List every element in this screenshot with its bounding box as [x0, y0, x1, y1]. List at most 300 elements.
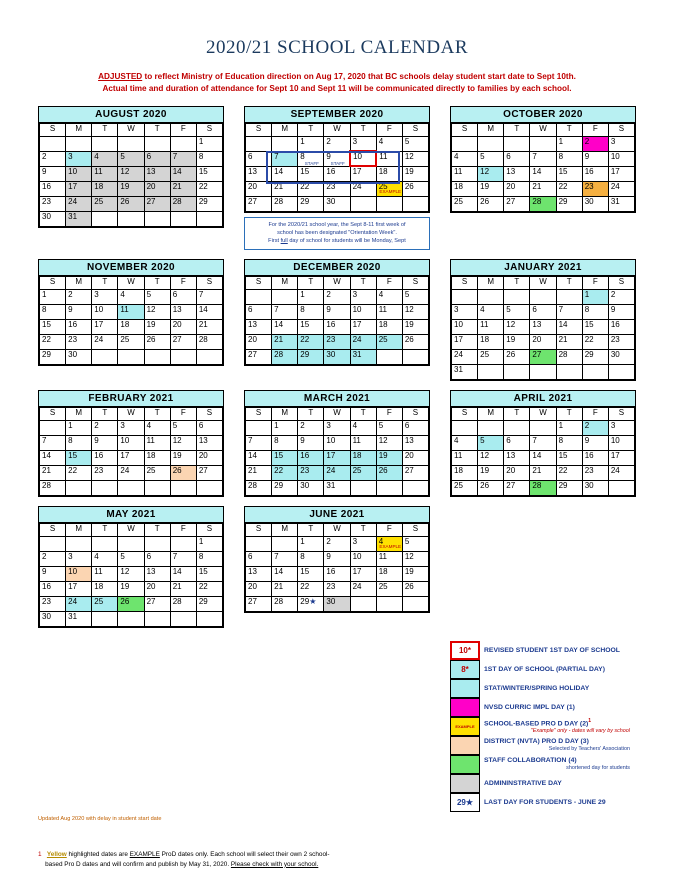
day-number: 27	[532, 349, 542, 359]
day-number: 2	[584, 420, 590, 430]
day-cell	[350, 435, 376, 450]
day-number: 20	[172, 319, 182, 329]
day-number: 7	[172, 151, 178, 161]
day-number: 28	[532, 196, 542, 206]
day-cell	[272, 334, 298, 349]
day-number: 4	[454, 435, 459, 445]
day-number: 12	[404, 551, 414, 561]
day-number: 26	[120, 196, 130, 206]
day-cell	[92, 435, 118, 450]
weekday-header: F	[582, 123, 608, 136]
day-number: 11	[454, 166, 463, 176]
day-cell-empty	[196, 211, 222, 226]
day-number: 18	[146, 450, 156, 460]
day-cell	[118, 151, 144, 166]
day-number: 31	[610, 196, 620, 206]
staff-label: STAFF	[330, 160, 345, 166]
day-cell-empty	[92, 611, 118, 626]
orientation-week-note	[244, 217, 430, 250]
day-number: 30	[326, 596, 336, 606]
day-cell	[66, 151, 92, 166]
day-cell-empty	[92, 211, 118, 226]
day-cell	[66, 349, 92, 364]
day-number: 13	[506, 450, 516, 460]
day-cell-empty	[376, 196, 402, 211]
month-title: FEBRUARY 2021	[39, 391, 223, 407]
day-number: 7	[248, 435, 253, 445]
day-number: 28	[274, 596, 284, 606]
day-cell	[402, 136, 428, 151]
month-title: AUGUST 2020	[39, 107, 223, 123]
weekday-header: T	[350, 123, 376, 136]
day-number: 9	[42, 166, 47, 176]
day-cell	[66, 596, 92, 611]
day-number: 2	[326, 136, 331, 146]
day-cell	[582, 450, 608, 465]
day-number: 8	[300, 304, 305, 314]
day-cell	[376, 136, 402, 151]
day-cell	[246, 304, 272, 319]
weekday-header: M	[478, 407, 504, 420]
day-number: 6	[248, 151, 253, 161]
day-number: 25	[454, 480, 463, 490]
day-cell	[196, 304, 222, 319]
day-cell	[170, 596, 196, 611]
day-number: 28	[198, 334, 208, 344]
day-cell	[324, 136, 350, 151]
legend-label: NVSD CURRIC IMPL DAY (1)	[484, 703, 575, 711]
day-cell	[298, 480, 324, 495]
weekday-header: T	[144, 276, 170, 289]
day-cell	[40, 211, 66, 226]
day-cell-empty	[478, 420, 504, 435]
month-table	[39, 123, 223, 227]
day-number: 4	[352, 420, 358, 430]
legend-label: SCHOOL-BASED PRO D DAY $(2)^1$	[484, 717, 592, 728]
day-cell	[608, 349, 634, 364]
weekday-header: S	[246, 407, 272, 420]
legend-text	[480, 736, 636, 755]
day-cell-empty	[144, 349, 170, 364]
day-number: 21	[532, 181, 542, 191]
day-number: 1	[198, 536, 204, 546]
day-cell-empty	[66, 136, 92, 151]
day-number: 23	[326, 181, 336, 191]
day-number: 27	[172, 334, 182, 344]
day-number: 11	[480, 319, 489, 329]
month-column	[450, 259, 636, 381]
day-cell-empty	[246, 420, 272, 435]
day-cell	[196, 334, 222, 349]
day-number: 26	[480, 196, 490, 206]
day-cell	[66, 319, 92, 334]
legend-row	[450, 755, 636, 774]
month-table	[245, 523, 429, 612]
day-cell-empty	[144, 480, 170, 495]
day-number: 6	[532, 304, 537, 314]
day-number: 10	[352, 304, 362, 314]
weekday-header: M	[272, 407, 298, 420]
day-cell	[324, 596, 350, 611]
day-number: 16	[326, 566, 336, 576]
day-cell	[66, 581, 92, 596]
weekday-header: F	[376, 407, 402, 420]
day-number: 17	[68, 181, 78, 191]
day-number: 10	[68, 166, 78, 176]
day-number: 12	[172, 435, 182, 445]
day-number: 5	[172, 420, 178, 430]
day-number: 20	[146, 581, 156, 591]
day-cell	[376, 536, 402, 551]
day-cell-empty	[66, 480, 92, 495]
day-cell	[608, 166, 634, 181]
day-number: 7	[532, 151, 537, 161]
day-number: 18	[94, 581, 104, 591]
day-number: 2	[42, 551, 47, 561]
day-number: 15	[300, 166, 310, 176]
day-number: 30	[326, 349, 336, 359]
day-cell	[504, 480, 530, 495]
day-number: 2	[94, 420, 99, 430]
weekday-header: W	[324, 407, 350, 420]
day-number: 28	[274, 196, 284, 206]
day-cell	[170, 196, 196, 211]
weekday-header: M	[66, 523, 92, 536]
day-cell	[350, 181, 376, 196]
day-cell	[118, 450, 144, 465]
day-cell-empty	[478, 364, 504, 379]
day-number: 13	[248, 319, 257, 329]
day-cell	[504, 465, 530, 480]
day-cell	[66, 196, 92, 211]
day-number: 25	[378, 181, 388, 191]
day-number: 20	[248, 581, 257, 591]
month-april-2021	[450, 390, 636, 497]
weekday-header: S	[246, 276, 272, 289]
day-number: 8	[198, 151, 204, 161]
day-cell	[40, 435, 66, 450]
footnote	[38, 850, 638, 871]
day-number: 19	[404, 319, 414, 329]
day-cell	[40, 581, 66, 596]
day-number: 5	[378, 420, 384, 430]
day-cell	[452, 450, 478, 465]
day-number: 31	[454, 364, 463, 374]
month-december-2020	[244, 259, 430, 366]
day-number: 27	[198, 465, 208, 475]
day-cell	[504, 319, 530, 334]
month-august-2020	[38, 106, 224, 228]
weekday-header: T	[144, 123, 170, 136]
day-cell	[608, 465, 634, 480]
day-cell	[170, 581, 196, 596]
day-cell	[608, 196, 634, 211]
weekday-header: T	[350, 276, 376, 289]
day-number: 31	[352, 349, 362, 359]
day-number: 9	[326, 551, 331, 561]
day-cell	[92, 166, 118, 181]
day-cell	[376, 319, 402, 334]
day-number: 29	[558, 196, 568, 206]
day-number: 16	[610, 319, 620, 329]
day-cell-empty	[530, 420, 556, 435]
day-cell	[478, 196, 504, 211]
day-number: 12	[480, 166, 490, 176]
day-cell	[196, 166, 222, 181]
day-cell-empty	[478, 289, 504, 304]
day-cell-empty	[118, 611, 144, 626]
day-number: 9	[326, 304, 331, 314]
day-number: 10	[610, 151, 620, 161]
day-number: 23	[300, 465, 310, 475]
weekday-header: T	[144, 523, 170, 536]
day-number: 16	[94, 450, 104, 460]
day-cell-empty	[144, 136, 170, 151]
day-number: 26	[404, 181, 414, 191]
day-cell	[196, 151, 222, 166]
legend-spacer	[450, 506, 636, 628]
day-cell	[452, 181, 478, 196]
day-number: 5	[404, 136, 410, 146]
day-cell	[556, 334, 582, 349]
day-cell	[452, 349, 478, 364]
day-cell-empty	[608, 364, 634, 379]
day-number: 12	[506, 319, 516, 329]
day-cell	[144, 566, 170, 581]
day-cell	[144, 319, 170, 334]
day-cell	[246, 151, 272, 166]
day-cell	[376, 181, 402, 196]
day-number: 16	[300, 450, 310, 460]
day-cell	[298, 581, 324, 596]
day-number: 31	[68, 611, 78, 621]
day-number: 25	[480, 349, 490, 359]
day-cell	[452, 196, 478, 211]
day-cell	[298, 596, 324, 611]
day-cell	[402, 334, 428, 349]
day-number: 20	[248, 334, 257, 344]
day-cell	[402, 151, 428, 166]
day-cell	[196, 319, 222, 334]
day-cell	[582, 435, 608, 450]
weekday-header: W	[118, 276, 144, 289]
weekday-header: S	[452, 407, 478, 420]
legend-label: 1ST DAY OF SCHOOL (PARTIAL DAY)	[484, 665, 605, 673]
day-number: 29	[300, 196, 310, 206]
month-table	[245, 276, 429, 365]
day-number: 30	[68, 349, 78, 359]
weekday-header: S	[452, 123, 478, 136]
day-number: 26	[120, 596, 130, 606]
day-cell	[144, 304, 170, 319]
day-cell	[298, 349, 324, 364]
day-cell	[118, 581, 144, 596]
day-number: 1	[558, 136, 564, 146]
day-number: 12	[120, 566, 130, 576]
weekday-header: W	[530, 123, 556, 136]
day-cell	[246, 551, 272, 566]
day-cell	[608, 435, 634, 450]
footnote-line2a: based Pro D dates and will confirm and publish by May 31, 2020.	[45, 860, 231, 868]
day-cell-empty	[118, 349, 144, 364]
month-table	[245, 407, 429, 496]
day-cell	[556, 151, 582, 166]
day-number: 23	[326, 334, 336, 344]
day-cell	[376, 450, 402, 465]
day-cell	[556, 420, 582, 435]
day-cell	[118, 465, 144, 480]
day-cell	[530, 151, 556, 166]
day-number: 3	[352, 136, 358, 146]
day-cell	[246, 566, 272, 581]
day-cell	[298, 181, 324, 196]
day-cell-empty	[504, 364, 530, 379]
day-cell	[92, 196, 118, 211]
day-number: 15	[558, 166, 568, 176]
day-number: 22	[558, 181, 568, 191]
day-number: 8	[558, 151, 564, 161]
day-number: 11	[352, 435, 361, 445]
page-title: 2020/21 SCHOOL CALENDAR	[205, 37, 469, 58]
day-cell	[478, 334, 504, 349]
month-may-2021	[38, 506, 224, 628]
day-number: 31	[326, 480, 336, 490]
day-number: 21	[172, 581, 182, 591]
day-number: 20	[248, 181, 257, 191]
legend-swatch	[450, 641, 480, 660]
weekday-header: W	[530, 407, 556, 420]
day-cell	[40, 611, 66, 626]
day-number: 16	[584, 450, 594, 460]
day-number: 15	[198, 166, 208, 176]
weekday-header: T	[556, 123, 582, 136]
day-cell	[478, 450, 504, 465]
star-icon: ★	[309, 596, 317, 606]
legend-text	[480, 698, 636, 717]
day-number: 30	[326, 196, 336, 206]
day-cell	[350, 420, 376, 435]
weekday-header: T	[504, 407, 530, 420]
day-cell-empty	[376, 480, 402, 495]
day-cell-empty	[350, 480, 376, 495]
day-cell	[92, 551, 118, 566]
day-cell	[324, 289, 350, 304]
day-cell	[298, 151, 324, 166]
day-cell	[66, 551, 92, 566]
day-cell	[118, 319, 144, 334]
month-table	[245, 123, 429, 212]
weekday-header: T	[92, 407, 118, 420]
legend-row	[450, 641, 636, 660]
day-number: 9	[300, 435, 305, 445]
day-number: 15	[300, 566, 310, 576]
day-cell	[452, 465, 478, 480]
day-number: 22	[558, 465, 568, 475]
day-number: 21	[532, 465, 542, 475]
weekday-header: M	[478, 276, 504, 289]
day-cell	[582, 319, 608, 334]
day-number: 14	[532, 166, 542, 176]
day-cell-empty	[376, 349, 402, 364]
day-number: 8	[198, 551, 204, 561]
day-cell-empty	[40, 136, 66, 151]
day-cell-empty	[556, 289, 582, 304]
day-number: 19	[120, 181, 130, 191]
month-title: JUNE 2021	[245, 507, 429, 523]
weekday-header: T	[298, 276, 324, 289]
day-number: 8	[68, 435, 73, 445]
day-number: 17	[610, 450, 620, 460]
day-number: 5	[506, 304, 511, 314]
day-cell	[144, 420, 170, 435]
day-number: 29	[198, 596, 208, 606]
day-cell	[66, 611, 92, 626]
day-cell	[452, 151, 478, 166]
day-number: 31	[68, 211, 78, 221]
day-cell	[298, 196, 324, 211]
weekday-header: F	[170, 407, 196, 420]
day-number: 9	[584, 435, 590, 445]
day-number: 21	[274, 334, 284, 344]
day-cell	[504, 181, 530, 196]
day-cell	[376, 566, 402, 581]
day-cell-empty	[170, 536, 196, 551]
day-cell	[272, 319, 298, 334]
day-number: 5	[480, 435, 485, 445]
day-cell	[118, 551, 144, 566]
day-number: 6	[248, 304, 253, 314]
day-cell	[376, 551, 402, 566]
month-row	[38, 506, 636, 628]
day-cell	[118, 334, 144, 349]
day-cell	[504, 151, 530, 166]
day-cell	[246, 596, 272, 611]
legend-row	[450, 736, 636, 755]
weekday-header: S	[40, 276, 66, 289]
day-cell-empty	[170, 611, 196, 626]
month-column	[244, 390, 430, 497]
day-cell-empty	[350, 196, 376, 211]
legend	[450, 641, 636, 812]
weekday-header: T	[556, 407, 582, 420]
day-cell	[40, 289, 66, 304]
legend-swatch-label: 10*	[458, 646, 471, 655]
day-cell	[504, 196, 530, 211]
day-number: 17	[352, 319, 362, 329]
day-cell	[196, 435, 222, 450]
day-cell	[66, 166, 92, 181]
day-cell	[298, 566, 324, 581]
legend-label: STAT/WINTER/SPRING HOLIDAY	[484, 684, 590, 692]
day-number: 18	[454, 465, 463, 475]
day-cell	[298, 136, 324, 151]
day-cell-empty	[118, 136, 144, 151]
day-number: 24	[326, 465, 336, 475]
day-number: 18	[120, 319, 130, 329]
weekday-header: S	[608, 123, 634, 136]
weekday-header: S	[608, 407, 634, 420]
day-number: 22	[68, 465, 78, 475]
day-number: 29	[42, 349, 51, 359]
day-number: 27	[146, 596, 156, 606]
legend-swatch-label: EXAMPLE	[455, 724, 475, 729]
legend-sublabel: "Example" only - dates will vary by school	[530, 727, 630, 734]
day-cell	[402, 289, 428, 304]
day-number: 29	[584, 349, 594, 359]
day-cell	[196, 465, 222, 480]
day-number: 19	[480, 465, 490, 475]
day-cell	[530, 334, 556, 349]
